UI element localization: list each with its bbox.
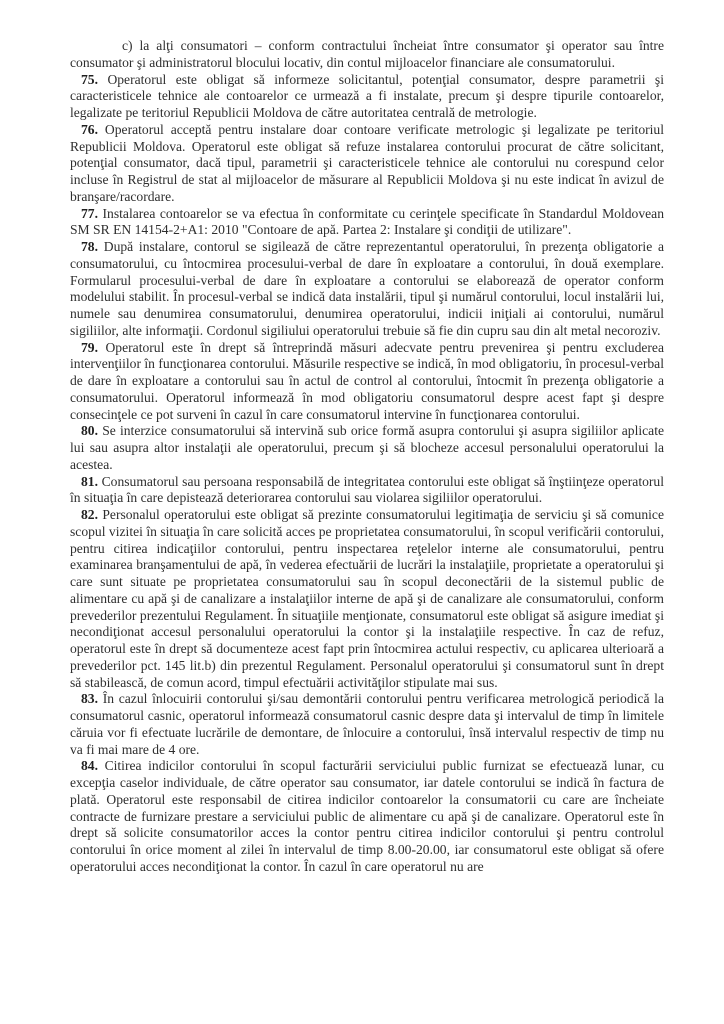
paragraph-83 bbox=[70, 691, 664, 758]
paragraph-text: După instalare, contorul se sigilează de către reprezentantul operatorului, în prezenţa obligatorie a consumatorului, cu întocmirea procesului-verbal de dare în exploatare a contorului, în două exemplare. Formularul procesului-verbal de dare în exploatare a contorului se elaborează de operator conform modelului stabilit. În procesul-verbal se indică data instalării, tipul şi numărul contorului, locul instalării lui, numele sau denumirea consumatorului, denumirea operatorului, indicii iniţiali ai contorului, numărul sigiliilor, alte informaţii. Cordonul sigiliului operatorului trebuie să fie din cupru sau din alt metal necoroziv. bbox=[70, 239, 664, 338]
paragraph-c bbox=[70, 38, 664, 72]
paragraph-number: 84. bbox=[81, 758, 98, 774]
paragraph-text: Se interzice consumatorului să intervină sub orice formă asupra contorului şi asupra sigiliilor aplicate lui sau asupra altor instalaţii ale operatorului, precum şi să blocheze accesul personalului operatorului la acestea. bbox=[70, 423, 664, 472]
paragraph-text: Instalarea contoarelor se va efectua în conformitate cu cerinţele specificate în Standardul Moldovean SM SR EN 14154-2+A1: 2010 "Contoare de apă. Partea 2: Instalare şi condiţii de utilizare". bbox=[70, 205, 665, 238]
paragraph-number: 79. bbox=[81, 339, 98, 355]
paragraph-text: În cazul înlocuirii contorului şi/sau demontării contorului pentru verificarea metrologică periodică la consumatorul casnic, operatorul informează consumatorul casnic despre data şi intervalul de timp în limitele căruia vor fi efectuate lucrările de demontare, de înlocuire a contorului, însă intervalul respectiv de timp nu va fi mai mare de 4 ore. bbox=[70, 691, 664, 757]
paragraph-number: 78. bbox=[81, 239, 98, 254]
paragraph-76 bbox=[70, 122, 664, 206]
paragraph-81 bbox=[70, 474, 664, 508]
paragraph-84 bbox=[70, 758, 664, 875]
paragraph-78 bbox=[70, 239, 664, 340]
paragraph-number: 80. bbox=[81, 423, 98, 439]
paragraph-text: Citirea indicilor contorului în scopul facturării serviciului public furnizat se efectuează lunar, cu excepţia caselor individuale, de către operator sau consumator, iar datele contorului se indică în factura de plată. Operatorul este responsabil de citirea indicilor contoarelor la consumatorii cu care are încheiate contracte de furnizare prestare a serviciului public de alimentare cu apă şi de canalizare. Operatorul este în drept să solicite consumatorilor acces la contor pentru citirea indicilor contorului şi pentru controlul contorului în orice moment al zilei în intervalul de timp 8.00-20.00, iar consumatorul este obligat să ofere operatorului acces necondiţionat la contor. În cazul în care operatorul nu are bbox=[70, 758, 664, 874]
paragraph-number: 82. bbox=[81, 507, 98, 522]
paragraph-number: 76. bbox=[81, 121, 98, 137]
paragraph-text: Consumatorul sau persoana responsabilă de integritatea contorului este obligat să înştiinţeze operatorul în situaţia în care depistează deteriorarea contorului sau violarea sigiliilor operatorului. bbox=[70, 473, 665, 506]
paragraph-77 bbox=[70, 206, 664, 240]
paragraph-number: 75. bbox=[81, 71, 98, 87]
paragraph-82 bbox=[70, 507, 664, 691]
paragraph-number: 83. bbox=[81, 691, 98, 707]
paragraph-text: c) la alţi consumatori – conform contractului încheiat între consumator şi operator sau între consumator şi administratorul blocului locativ, din contul mijloacelor financiare ale consumatorului. bbox=[70, 38, 664, 70]
paragraph-80 bbox=[70, 423, 664, 473]
paragraph-75 bbox=[70, 72, 664, 122]
paragraph-text: Operatorul acceptă pentru instalare doar contoare verificate metrologic şi legalizate pe teritoriul Republicii Moldova. Operatorul este obligat să refuze instalarea contorului procurat de către solicitant, potenţial consumator, dacă tipul, parametrii şi caracteristicele tehnice ale contorului nu corespund celor incluse în Registrul de stat al mijloacelor de măsurare al Republicii Moldova şi nu este indicat în avizul de branşare/racordare. bbox=[70, 121, 665, 204]
paragraph-79 bbox=[70, 340, 664, 424]
paragraph-text: Operatorul este obligat să informeze solicitantul, potenţial consumator, despre parametrii şi caracteristicele tehnice ale contoarelor ce urmează a fi instalate, precum şi despre tipurile contoarelor, legalizate pe teritoriul Republicii Moldova de către autoritatea centrală de metrologie. bbox=[70, 71, 664, 120]
paragraph-number: 81. bbox=[81, 473, 98, 489]
paragraph-text: Operatorul este în drept să întreprindă măsuri adecvate pentru prevenirea şi pentru excluderea intervenţiilor în funcţionarea contorului. Măsurile respective se indică, în mod obligatoriu, în procesul-verbal de dare în exploatare a contorului sau în actul de control al contorului, întocmit în prezenţa obligatorie a consumatorului. Operatorul informează în mod obligatoriu consumatorul despre acest fapt şi despre consecinţele ce pot surveni în cazul în care consumatorul intervine în funcţionarea contorului. bbox=[70, 339, 664, 422]
document-page bbox=[70, 38, 664, 876]
paragraph-text: Personalul operatorului este obligat să prezinte consumatorului legitimaţia de serviciu şi să comunice scopul vizitei în situaţia în care solicită acces pe proprietatea consumatorului, în scopul verificării contorului, pentru citirea indicaţiilor contorului, pentru inspectarea reţelelor interne ale consumatorului, pentru examinarea branşamentului de apă, în vederea efectuării de lucrări la instalaţiile, proprietate a operatorului şi care sunt situate pe proprietatea consumatorului sau în scopul deconectării de la sistemul public de alimentare cu apă şi de canalizare a instalaţiilor interne de apă şi de canalizare ale consumatorului, conform prevederilor prezentului Regulament. În situaţiile menţionate, consumatorul este obligat să asigure imediat şi necondiţionat accesul personalului operatorului la contor şi la instalaţiile respective. În caz de refuz, operatorul este în drept să documenteze acest fapt prin întocmirea actului respectiv, cu aplicarea ulterioară a prevederilor pct. 145 lit.b) din prezentul Regulament. Personalul operatorului şi consumatorul sunt în drept să stabilească, de comun acord, timpul efectuării activităţilor stipulate mai sus. bbox=[70, 507, 664, 690]
paragraph-number: 77. bbox=[81, 205, 98, 221]
